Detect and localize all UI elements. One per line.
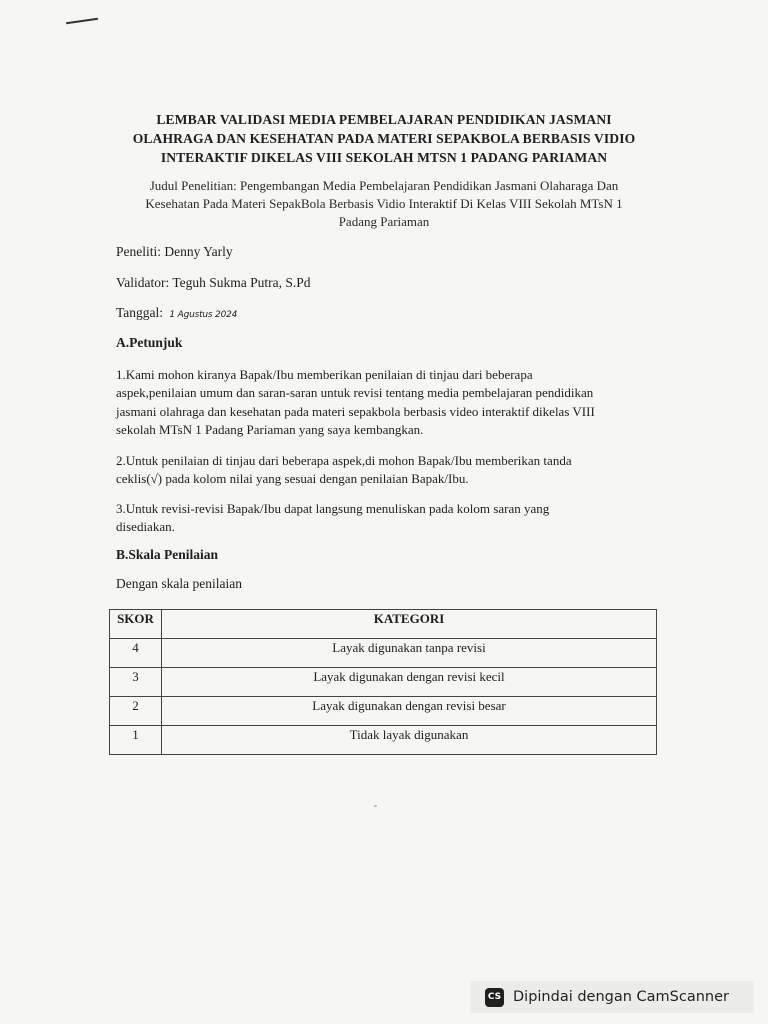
title-line: OLAHRAGA DAN KESEHATAN PADA MATERI SEPAKBOLA BERBASIS VIDIO	[132, 131, 636, 146]
date-field	[116, 304, 237, 324]
instruction-line: sekolah MTsN 1 Padang Pariaman yang saya kembangkan.	[116, 422, 424, 438]
section-a-heading: A.Petunjuk	[116, 335, 183, 350]
title-line: INTERAKTIF DIKELAS VIII SEKOLAH MTSN 1 PADANG PARIAMAN	[160, 150, 608, 165]
watermark-text: Dipindai dengan CamScanner	[513, 989, 730, 1005]
instruction-line: jasmani olahraga dan kesehatan pada materi sepakbola berbasis video interaktif dikelas VIII	[116, 403, 595, 419]
subtitle-line: Padang Pariaman	[338, 214, 430, 229]
subtitle-line: Kesehatan Pada Materi SepakBola Berbasis Vidio Interaktif Di Kelas VIII Sekolah MTsN 1	[145, 196, 623, 211]
title-line: LEMBAR VALIDASI MEDIA PEMBELAJARAN PENDIDIKAN JASMANI	[156, 112, 612, 127]
camscanner-logo-icon: CS	[485, 988, 504, 1007]
instruction-line: 2.Untuk penilaian di tinjau dari beberapa aspek,di mohon Bapak/Ibu memberikan tanda	[116, 453, 572, 468]
table-header-row	[110, 610, 657, 639]
instruction-1	[116, 366, 656, 440]
instruction-line: aspek,penilaian umum dan saran-saran untuk revisi tentang media pembelajaran pendidikan	[116, 385, 594, 401]
scale-intro: Dengan skala penilaian	[116, 576, 242, 591]
validator-field: Validator: Teguh Sukma Putra, S.Pd	[116, 275, 311, 290]
section-b-heading: B.Skala Penilaian	[116, 547, 219, 562]
score-cell: 2	[110, 697, 162, 726]
category-cell: Layak digunakan dengan revisi kecil	[162, 668, 657, 697]
instruction-line: ceklis(√) pada kolom nilai yang sesuai dengan penilaian Bapak/Ibu.	[116, 471, 469, 487]
pen-mark	[66, 18, 98, 24]
score-cell: 1	[110, 726, 162, 755]
category-cell: Layak digunakan tanpa revisi	[162, 639, 657, 668]
instruction-3	[116, 500, 656, 537]
table-row	[110, 697, 657, 726]
researcher-field: Peneliti: Denny Yarly	[116, 244, 233, 259]
category-cell: Tidak layak digunakan	[162, 726, 657, 755]
instruction-line: disediakan.	[116, 519, 175, 535]
instruction-line: 3.Untuk revisi-revisi Bapak/Ibu dapat langsung menuliskan pada kolom saran yang	[116, 501, 550, 516]
table-row	[110, 668, 657, 697]
subtitle-line: Judul Penelitian: Pengembangan Media Pembelajaran Pendidikan Jasmani Olaharaga Dan	[149, 178, 619, 193]
scan-speck	[374, 805, 377, 807]
table-row	[110, 639, 657, 668]
instruction-2	[116, 452, 656, 489]
handwritten-date: 1 Agustus 2024	[169, 310, 238, 320]
instruction-line: 1.Kami mohon kiranya Bapak/Ibu memberikan penilaian di tinjau dari beberapa	[116, 367, 533, 382]
table-row	[110, 726, 657, 755]
research-title	[100, 177, 668, 231]
header-category: KATEGORI	[162, 610, 657, 639]
score-cell: 4	[110, 639, 162, 668]
date-label: Tanggal:	[116, 305, 164, 320]
header-score: SKOR	[110, 610, 162, 639]
score-cell: 3	[110, 668, 162, 697]
rating-scale-table	[109, 609, 657, 755]
category-cell: Layak digunakan dengan revisi besar	[162, 697, 657, 726]
camscanner-watermark	[470, 981, 754, 1013]
document-title	[100, 110, 668, 167]
